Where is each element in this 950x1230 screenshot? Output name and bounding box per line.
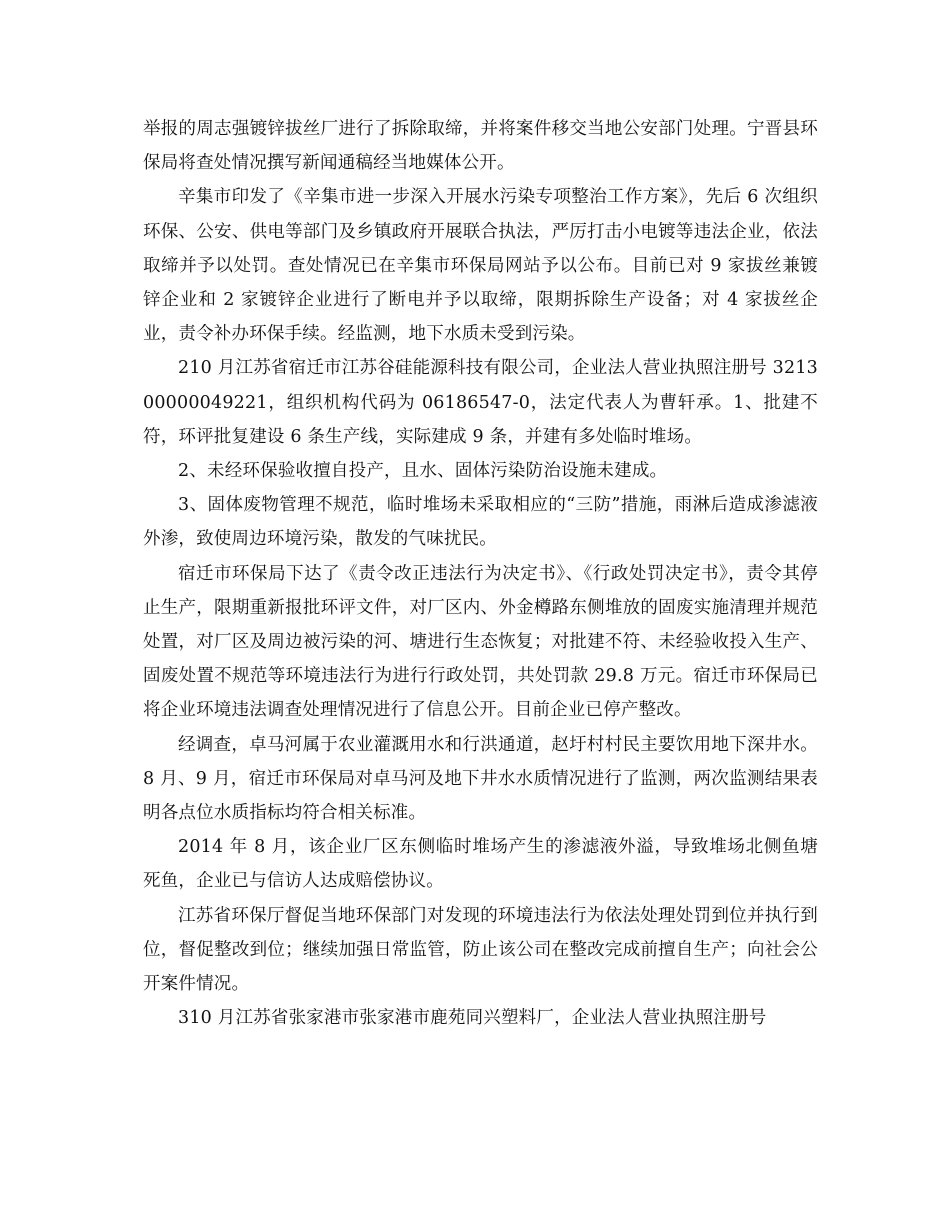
- paragraph-2: 辛集市印发了《辛集市进一步深入开展水污染专项整治工作方案》，先后 6 次组织环保、公安、供电等部门及乡镇政府开展联合执法，严厉打击小电镀等违法企业，依法取缔并予以处罚。查处情况已在辛集市环保局网站予以公布。目前已对 9 家拔丝兼镀锌企业和 2 家镀锌企业进行了断电并予以取缔，限期拆除生产设备；对 4 家拔丝企业，责令补办环保手续。经监测，地下水质未受到污染。: [143, 187, 818, 345]
- paragraph-1: 举报的周志强镀锌拔丝厂进行了拆除取缔，并将案件移交当地公安部门处理。宁晋县环保局将查处情况撰写新闻通稿经当地媒体公开。: [143, 119, 818, 174]
- paragraph-10: 310 月江苏省张家港市张家港市鹿苑同兴塑料厂，企业法人营业执照注册号: [178, 1008, 767, 1029]
- paragraph-3: 210 月江苏省宿迁市江苏谷硅能源科技有限公司，企业法人营业执照注册号 321300000049221，组织机构代码为 06186547-0，法定代表人为曹轩承。1、批建不符，环评批复建设 6 条生产线，实际建成 9 条，并建有多处临时堆场。: [143, 358, 818, 447]
- paragraph-7: 经调查，卓马河属于农业灌溉用水和行洪通道，赵圩村村民主要饮用地下深井水。8 月、9 月，宿迁市环保局对卓马河及地下井水水质情况进行了监测，两次监测结果表明各点位水质指标均符合相关标准。: [143, 734, 818, 824]
- paragraph-8: 2014 年 8 月，该企业厂区东侧临时堆场产生的渗滤液外溢，导致堆场北侧鱼塘死鱼，企业已与信访人达成赔偿协议。: [143, 837, 818, 892]
- paragraph-6: 宿迁市环保局下达了《责令改正违法行为决定书》、《行政处罚决定书》，责令其停止生产，限期重新报批环评文件，对厂区内、外金樽路东侧堆放的固废实施清理并规范处置，对厂区及周边被污染的河、塘进行生态恢复；对批建不符、未经验收投入生产、固废处置不规范等环境违法行为进行行政处罚，共处罚款 29.8 万元。宿迁市环保局已将企业环境违法调查处理情况进行了信息公开。目前企业已停产整改。: [143, 563, 818, 721]
- paragraph-9: 江苏省环保厅督促当地环保部门对发现的环境违法行为依法处理处罚到位并执行到位，督促整改到位；继续加强日常监管，防止该公司在整改完成前擅自生产；向社会公开案件情况。: [143, 905, 818, 995]
- document-body: [143, 112, 818, 1035]
- paragraph-4: 2、未经环保验收擅自投产，且水、固体污染防治设施未建成。: [178, 461, 668, 482]
- paragraph-5: 3、固体废物管理不规范，临时堆场未采取相应的“三防”措施，雨淋后造成渗滤液外渗，致使周边环境污染，散发的气味扰民。: [143, 495, 818, 550]
